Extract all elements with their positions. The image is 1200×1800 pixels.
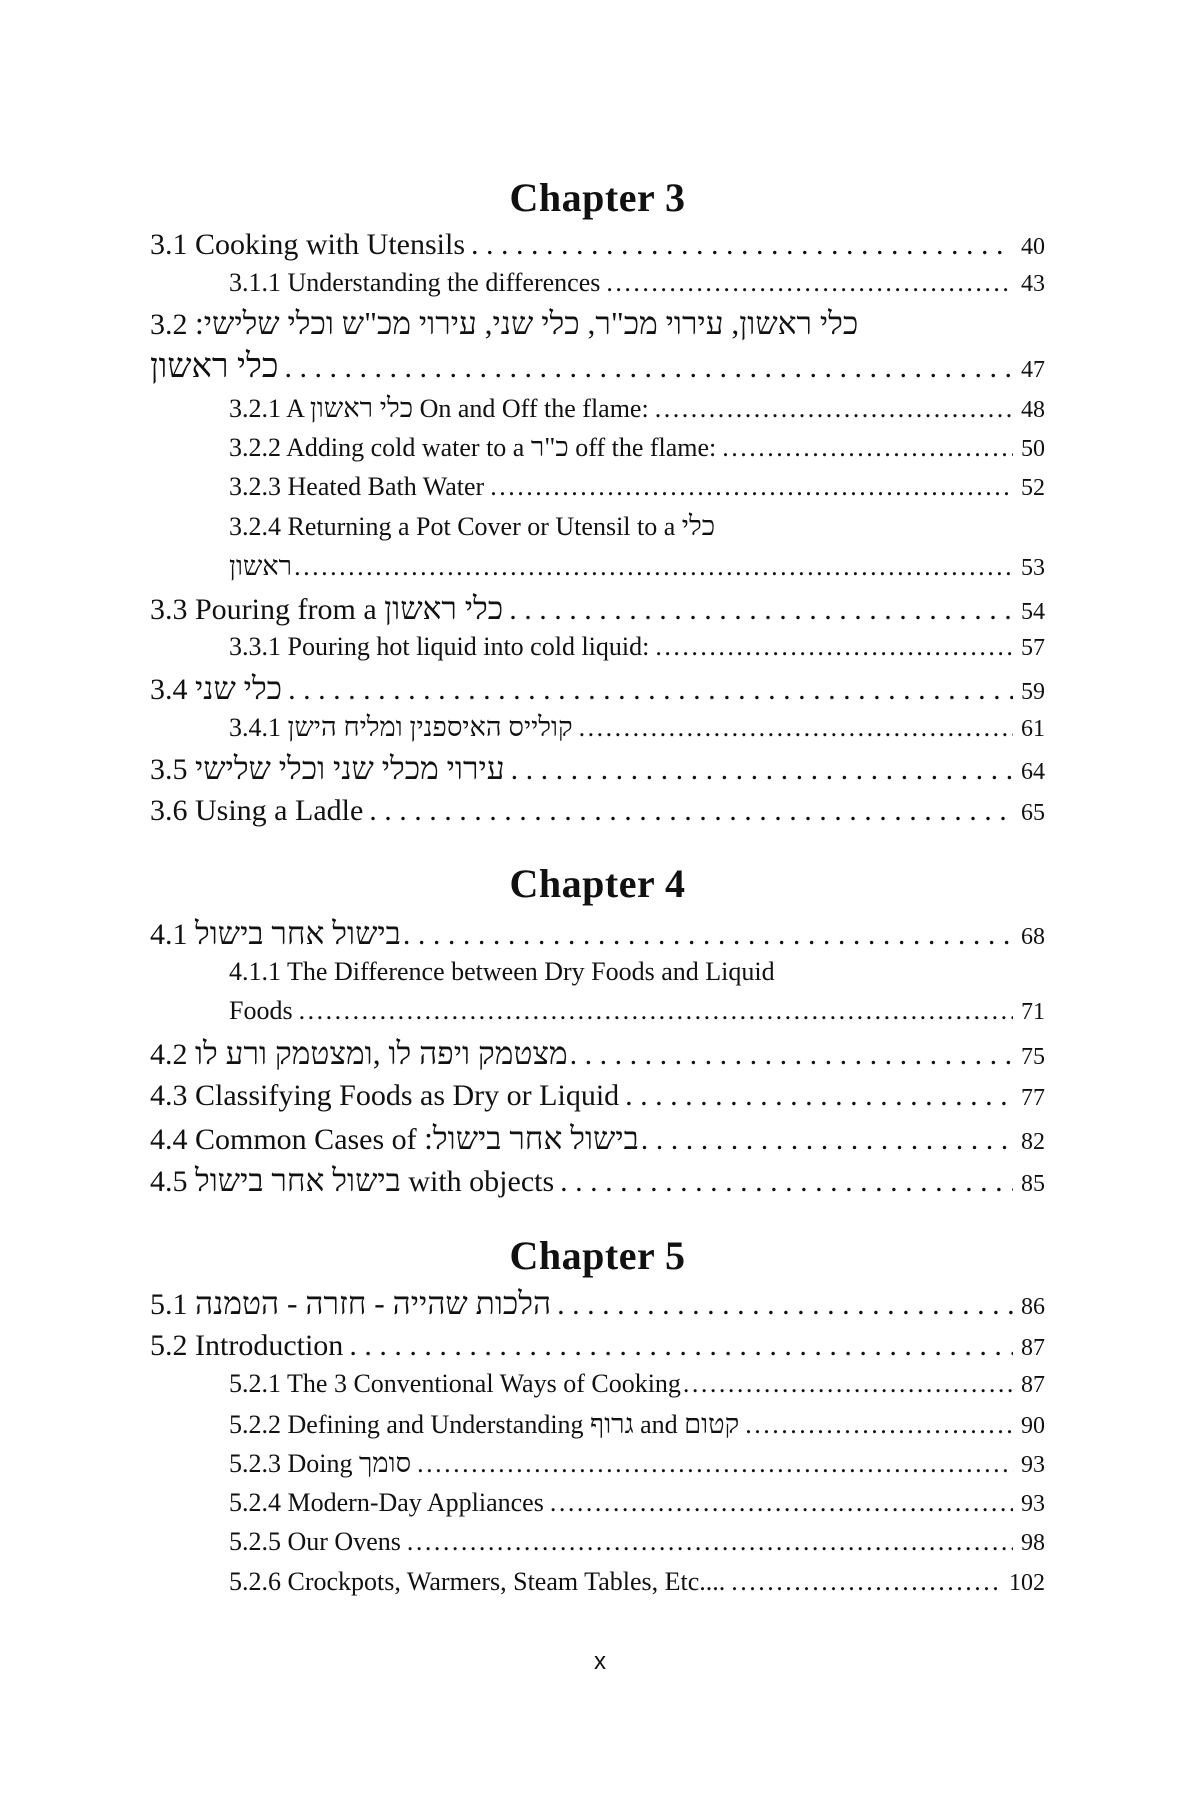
entry-title-hebrew: כלי ראשון, עירוי מכ"ר, כלי שני, עירוי מכ"ש וכלי שלישי:	[195, 306, 859, 341]
page-number: 93	[1021, 1491, 1045, 1517]
toc-entry-3-2-line1[interactable]	[150, 304, 1045, 345]
page-number: 52	[1021, 475, 1045, 501]
entry-number: 5.1	[150, 1288, 188, 1321]
entry-number: 4.4	[150, 1123, 188, 1156]
entry-title: Modern-Day Appliances	[287, 1488, 544, 1517]
entry-number: 3.3.1	[229, 632, 281, 661]
toc-entry-5-2-1[interactable]	[150, 1365, 1045, 1404]
page-number: 43	[1021, 271, 1045, 297]
toc-entry-3-4[interactable]	[150, 669, 1045, 712]
toc-entry-3-2-3[interactable]	[150, 468, 1045, 507]
entry-number: 4.5	[150, 1165, 188, 1198]
page-number: 61	[1021, 716, 1045, 742]
toc-entry-3-2-line2[interactable]	[150, 347, 1045, 390]
page-number: 48	[1021, 397, 1045, 423]
toc-entry-5-1[interactable]	[150, 1284, 1045, 1327]
page-number: 68	[1021, 924, 1045, 950]
toc-entry-4-2[interactable]	[150, 1034, 1045, 1077]
page-number: 98	[1021, 1530, 1045, 1556]
entry-title: Pouring from a	[195, 593, 377, 626]
entry-number: 4.2	[150, 1038, 188, 1071]
entry-title: The Difference between Dry Foods and Liquid	[287, 957, 775, 986]
page-number: 93	[1021, 1452, 1045, 1478]
dot-leader	[288, 670, 1013, 710]
entry-title-hebrew: סומך	[359, 1448, 412, 1478]
entry-title: Heated Bath Water	[287, 472, 485, 501]
dot-leader	[299, 992, 1013, 1030]
dot-leader	[570, 1035, 1013, 1075]
page-number: 53	[1021, 555, 1045, 581]
entry-title: The 3 Conventional Ways of Cooking	[287, 1369, 681, 1398]
entry-title-hebrew: ראשון	[229, 551, 293, 581]
page-number: 65	[1021, 800, 1045, 826]
entry-number: 5.2.4	[229, 1488, 281, 1517]
chapter-5-title: Chapter 5	[509, 1233, 686, 1278]
dot-leader	[471, 225, 1013, 265]
entry-number: 3.2.1	[229, 394, 281, 423]
entry-title: and	[640, 1410, 678, 1439]
toc-entry-5-2-6[interactable]	[150, 1563, 1045, 1602]
page-number: 90	[1021, 1413, 1045, 1439]
toc-entry-3-4-1[interactable]	[150, 708, 1045, 748]
page-number: 86	[1021, 1294, 1045, 1320]
toc-entry-4-1[interactable]	[150, 914, 1045, 957]
page-number: 50	[1021, 436, 1045, 462]
entry-title-hebrew: כלי	[681, 511, 716, 541]
entry-title: Classifying Foods as Dry or Liquid	[195, 1079, 620, 1112]
entry-title: A	[286, 394, 304, 423]
entry-title: Common Cases of	[195, 1123, 417, 1156]
dot-leader	[403, 915, 1013, 955]
toc-entry-4-1-1-line1[interactable]	[150, 953, 1045, 991]
toc-entry-5-2[interactable]	[150, 1326, 1045, 1368]
page-number: 82	[1021, 1129, 1045, 1155]
dot-leader	[655, 390, 1013, 428]
page-number: 47	[1021, 357, 1045, 383]
entry-number: 5.2.2	[229, 1410, 281, 1439]
entry-number: 3.2.3	[229, 472, 281, 501]
entry-number: 5.2.6	[229, 1567, 281, 1596]
dot-leader	[349, 1326, 1013, 1366]
toc-entry-3-6[interactable]	[150, 791, 1045, 833]
page-number: 77	[1021, 1085, 1045, 1111]
dot-leader	[745, 1406, 1013, 1444]
entry-number: 3.6	[150, 794, 188, 827]
entry-title: Adding cold water to a	[286, 433, 525, 462]
chapter-4-title: Chapter 4	[509, 861, 686, 906]
toc-entry-5-2-2[interactable]	[150, 1405, 1045, 1445]
entry-number: 3.2	[150, 308, 188, 341]
entry-title-hebrew: בישול אחר בישול	[195, 916, 401, 951]
entry-number: 3.4	[150, 673, 188, 706]
toc-entry-3-2-1[interactable]	[150, 389, 1045, 429]
dot-leader	[407, 1523, 1013, 1561]
toc-entry-3-2-2[interactable]	[150, 428, 1045, 468]
page-number: 64	[1021, 759, 1045, 785]
page-number: 102	[1009, 1570, 1045, 1596]
toc-entry-4-1-1-line2[interactable]	[150, 992, 1045, 1031]
dot-leader	[417, 1445, 1013, 1483]
entry-number: 3.4.1	[229, 713, 281, 742]
dot-leader	[369, 791, 1013, 831]
dot-leader	[579, 709, 1013, 747]
entry-title-hebrew: כ"ר	[530, 432, 569, 462]
page-footer-number: x	[594, 1648, 606, 1675]
dot-leader	[641, 1120, 1013, 1160]
entry-title-hebrew: כלי ראשון	[309, 393, 414, 423]
entry-title-hebrew: קטום	[684, 1409, 740, 1439]
dot-leader	[511, 750, 1013, 790]
dot-leader	[625, 1076, 1013, 1116]
dot-leader	[490, 468, 1013, 506]
page-number: 71	[1021, 999, 1045, 1025]
toc-entry-5-2-4[interactable]	[150, 1484, 1045, 1523]
entry-number: 4.1	[150, 918, 188, 951]
page-number: 59	[1021, 679, 1045, 705]
entry-title-hebrew: גרוף	[590, 1409, 634, 1439]
dot-leader	[557, 1285, 1013, 1325]
entry-title-hebrew: מצטמק ויפה לו ,ומצטמק ורע לו	[195, 1036, 568, 1071]
toc-entry-4-5[interactable]	[150, 1161, 1045, 1204]
entry-title: Doing	[287, 1449, 353, 1478]
dot-leader	[550, 1484, 1013, 1522]
dot-leader	[722, 429, 1013, 467]
toc-entry-5-2-3[interactable]	[150, 1444, 1045, 1484]
entry-title: with objects	[408, 1165, 555, 1198]
entry-number: 5.2.3	[229, 1449, 281, 1478]
entry-number: 3.2.2	[229, 433, 281, 462]
toc-entry-4-4[interactable]	[150, 1119, 1045, 1162]
entry-title: Pouring hot liquid into cold liquid:	[287, 632, 650, 661]
dot-leader	[509, 590, 1013, 630]
dot-leader	[560, 1162, 1013, 1202]
entry-title: Understanding the differences	[287, 268, 601, 297]
entry-title: Cooking with Utensils	[195, 228, 466, 261]
entry-number: 3.2.4	[229, 512, 281, 541]
dot-leader	[731, 1563, 1003, 1601]
entry-title-hebrew: בישול אחר בישול	[195, 1163, 401, 1198]
entry-title: Returning a Pot Cover or Utensil to a	[287, 512, 676, 541]
page-number: 85	[1021, 1171, 1045, 1197]
entry-number: 3.5	[150, 753, 188, 786]
dot-leader	[683, 1365, 1013, 1403]
toc-entry-3-3[interactable]	[150, 589, 1045, 632]
page-number: 87	[1021, 1335, 1045, 1361]
entry-number: 5.2.1	[229, 1369, 281, 1398]
entry-title-hebrew: כלי ראשון	[384, 591, 504, 626]
toc-entry-3-1[interactable]	[150, 225, 1045, 267]
entry-number: 3.1	[150, 228, 188, 261]
entry-title-hebrew: כלי שני	[195, 671, 283, 706]
toc-entry-3-3-1[interactable]	[150, 628, 1045, 667]
entry-title: Crockpots, Warmers, Steam Tables, Etc....	[287, 1567, 726, 1596]
dot-leader	[294, 548, 1013, 586]
entry-title: Using a Ladle	[195, 794, 364, 827]
entry-number: 4.1.1	[229, 957, 281, 986]
toc-entry-4-3[interactable]	[150, 1076, 1045, 1118]
entry-title-hebrew: קולייס האיספנין ומליח הישן	[287, 712, 573, 742]
dot-leader	[606, 264, 1013, 302]
toc-entry-3-2-4-line1[interactable]	[150, 507, 1045, 546]
chapter-3-title: Chapter 3	[509, 175, 686, 220]
entry-title: Foods	[229, 996, 293, 1025]
page-number: 57	[1021, 635, 1045, 661]
dot-leader	[655, 628, 1013, 666]
entry-title-hebrew: כלי ראשון	[150, 348, 279, 385]
entry-title-hebrew: הלכות שהייה - חזרה - הטמנה	[195, 1286, 552, 1321]
entry-number: 3.3	[150, 593, 188, 626]
page-number: 54	[1021, 599, 1045, 625]
entry-title: On and Off the flame:	[419, 394, 649, 423]
entry-title: Defining and Understanding	[287, 1410, 584, 1439]
entry-number: 4.3	[150, 1079, 188, 1112]
toc-entry-3-5[interactable]	[150, 749, 1045, 792]
entry-title-hebrew: בישול אחר בישול:	[424, 1121, 639, 1156]
page-number: 87	[1021, 1372, 1045, 1398]
entry-title: Introduction	[195, 1329, 344, 1362]
entry-number: 5.2	[150, 1329, 188, 1362]
entry-number: 3.1.1	[229, 268, 281, 297]
page-number: 40	[1021, 234, 1045, 260]
entry-title: off the flame:	[575, 433, 717, 462]
entry-number: 5.2.5	[229, 1527, 281, 1556]
toc-entry-3-1-1[interactable]	[150, 264, 1045, 303]
toc-entry-5-2-5[interactable]	[150, 1523, 1045, 1562]
entry-title: Our Ovens	[287, 1527, 401, 1556]
toc-entry-3-2-4-line2[interactable]	[150, 547, 1045, 587]
dot-leader	[284, 348, 1013, 388]
page-number: 75	[1021, 1044, 1045, 1070]
entry-title-hebrew: עירוי מכלי שני וכלי שלישי	[195, 751, 505, 786]
